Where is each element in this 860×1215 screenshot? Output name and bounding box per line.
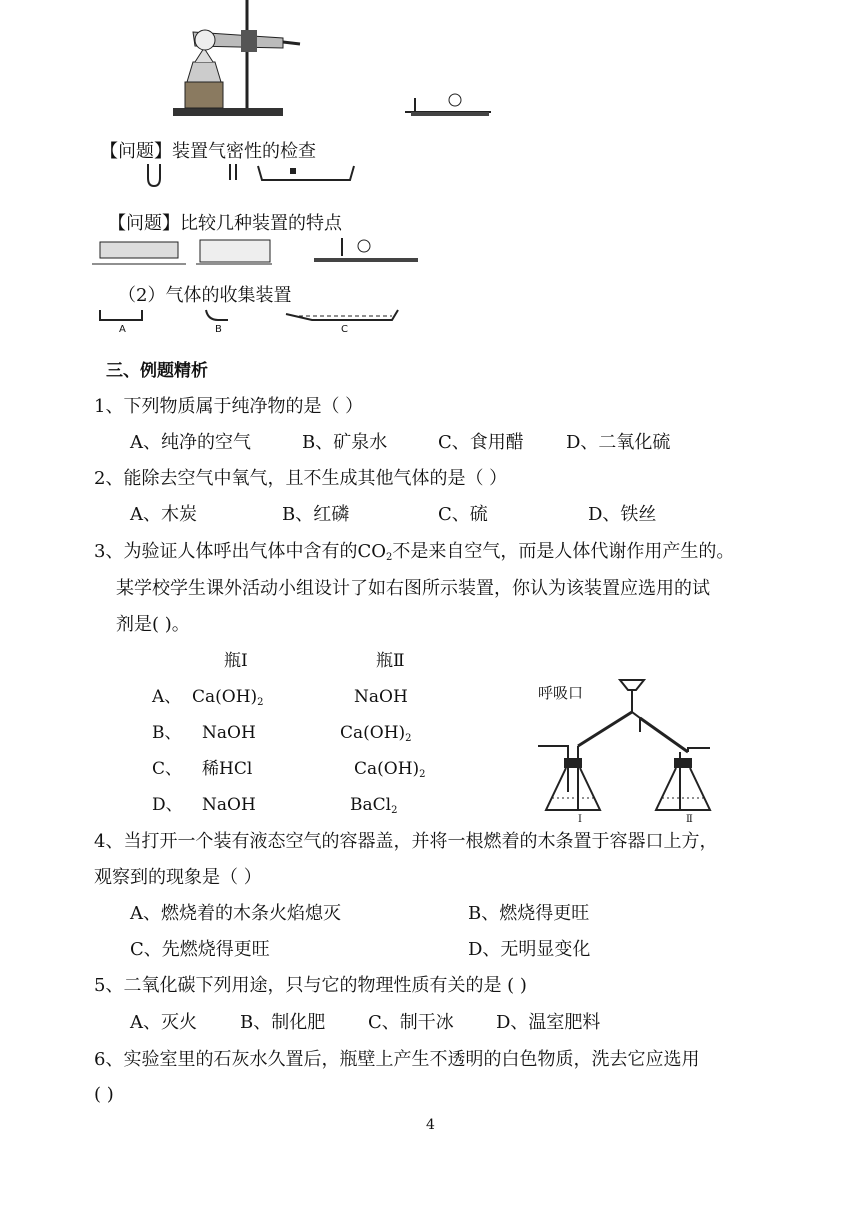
reagent-row-d-bottle-2: BaCl$_2$ [350, 795, 398, 816]
question-4-stem-line-1: 4、当打开一个装有液态空气的容器盖，并将一根燃着的木条置于容器口上方， [94, 831, 718, 852]
question-2-option-a: A、木炭 [130, 504, 197, 525]
question-3-stem-line-3: 剂是( )。 [116, 614, 190, 635]
reagent-row-b-bottle-1: NaOH [202, 723, 256, 743]
breathing-apparatus-figure [538, 672, 728, 822]
question-2-option-d: D、铁丝 [588, 504, 657, 525]
question-6-stem-line-2: ( ) [94, 1084, 114, 1105]
flask-2-label: Ⅱ [686, 814, 693, 825]
question-3-stem-part-b: 不是来自空气，而是人体代谢作用产生的。 [392, 541, 735, 562]
bottle-2-header: 瓶Ⅱ [376, 651, 405, 671]
question-3-stem-line-1 [94, 540, 734, 570]
question-5-option-d: D、温室肥料 [496, 1012, 601, 1033]
question-2-stem: 2、能除去空气中氧气，且不生成其他气体的是（ ） [94, 468, 508, 489]
collection-label-c: C [341, 324, 348, 335]
question-1-stem: 1、下列物质属于纯净物的是（ ） [94, 396, 364, 417]
reagent-row-b-bottle-2: $Ca(OH)_2$ [340, 723, 412, 744]
collection-trough-figure [405, 90, 495, 120]
question-1-option-b: B、矿泉水 [302, 432, 388, 453]
reagent-row-c-bottle-1: 稀HCl [202, 759, 253, 779]
question-6-stem-line-1: 6、实验室里的石灰水久置后，瓶壁上产生不透明的白色物质，洗去它应选用 [94, 1049, 700, 1070]
question-4-stem-line-2: 观察到的现象是（ ） [94, 867, 262, 888]
collection-label-a: A [119, 324, 126, 335]
question-3-stem-line-2: 某学校学生课外活动小组设计了如右图所示装置，你认为该装置应选用的试 [116, 578, 710, 599]
question-3-stem-part-a: 3、为验证人体呼出气体中含有的CO [94, 541, 386, 562]
question-5-option-b: B、制化肥 [240, 1012, 326, 1033]
question-4-option-b: B、燃烧得更旺 [468, 903, 590, 924]
question-5-option-a: A、灭火 [130, 1012, 197, 1033]
reagent-row-d-bottle-1: NaOH [202, 795, 256, 815]
breathing-port-label: 呼吸口 [538, 684, 584, 702]
question-1-option-a: A、纯净的空气 [130, 432, 251, 453]
question-1-option-d: D、二氧化硫 [566, 432, 671, 453]
reagent-row-a-bottle-1: $Ca(OH)_2$ [192, 687, 264, 708]
compare-apparatus-figures [92, 236, 422, 270]
heading-compare: 【问题】比较几种装置的特点 [108, 213, 342, 234]
bottle-1-header: 瓶Ⅰ [224, 651, 248, 671]
section-heading: 三、例题精析 [106, 361, 208, 381]
co2-subscript: 2 [385, 552, 393, 563]
reagent-row-a-label: A、 [152, 687, 182, 707]
reagent-row-c-label: C、 [152, 759, 183, 779]
reagent-row-d-label: D、 [152, 795, 183, 815]
question-5-stem: 5、二氧化碳下列用途，只与它的物理性质有关的是 ( ) [94, 975, 527, 996]
question-4-option-d: D、无明显变化 [468, 939, 591, 960]
question-2-option-b: B、红磷 [282, 504, 350, 525]
question-2-option-c: C、硫 [438, 504, 488, 525]
reagent-row-b-label: B、 [152, 723, 182, 743]
reagent-row-c-bottle-2: $Ca(OH)_2$ [354, 759, 426, 780]
flask-1-label: Ⅰ [578, 814, 582, 825]
question-1-option-c: C、食用醋 [438, 432, 524, 453]
heading-airtightness: 【问题】装置气密性的检查 [100, 141, 316, 162]
heading-gas-collection: （2）气体的收集装置 [118, 285, 292, 306]
airtight-check-figures [140, 162, 360, 190]
gas-collection-figures [92, 308, 412, 326]
reagent-row-a-bottle-2: NaOH [354, 687, 408, 707]
question-5-option-c: C、制干冰 [368, 1012, 454, 1033]
question-4-option-c: C、先燃烧得更旺 [130, 939, 270, 960]
collection-label-b: B [215, 324, 222, 335]
page-number: 4 [426, 1117, 435, 1133]
question-4-option-a: A、燃烧着的木条火焰熄灭 [130, 903, 341, 924]
